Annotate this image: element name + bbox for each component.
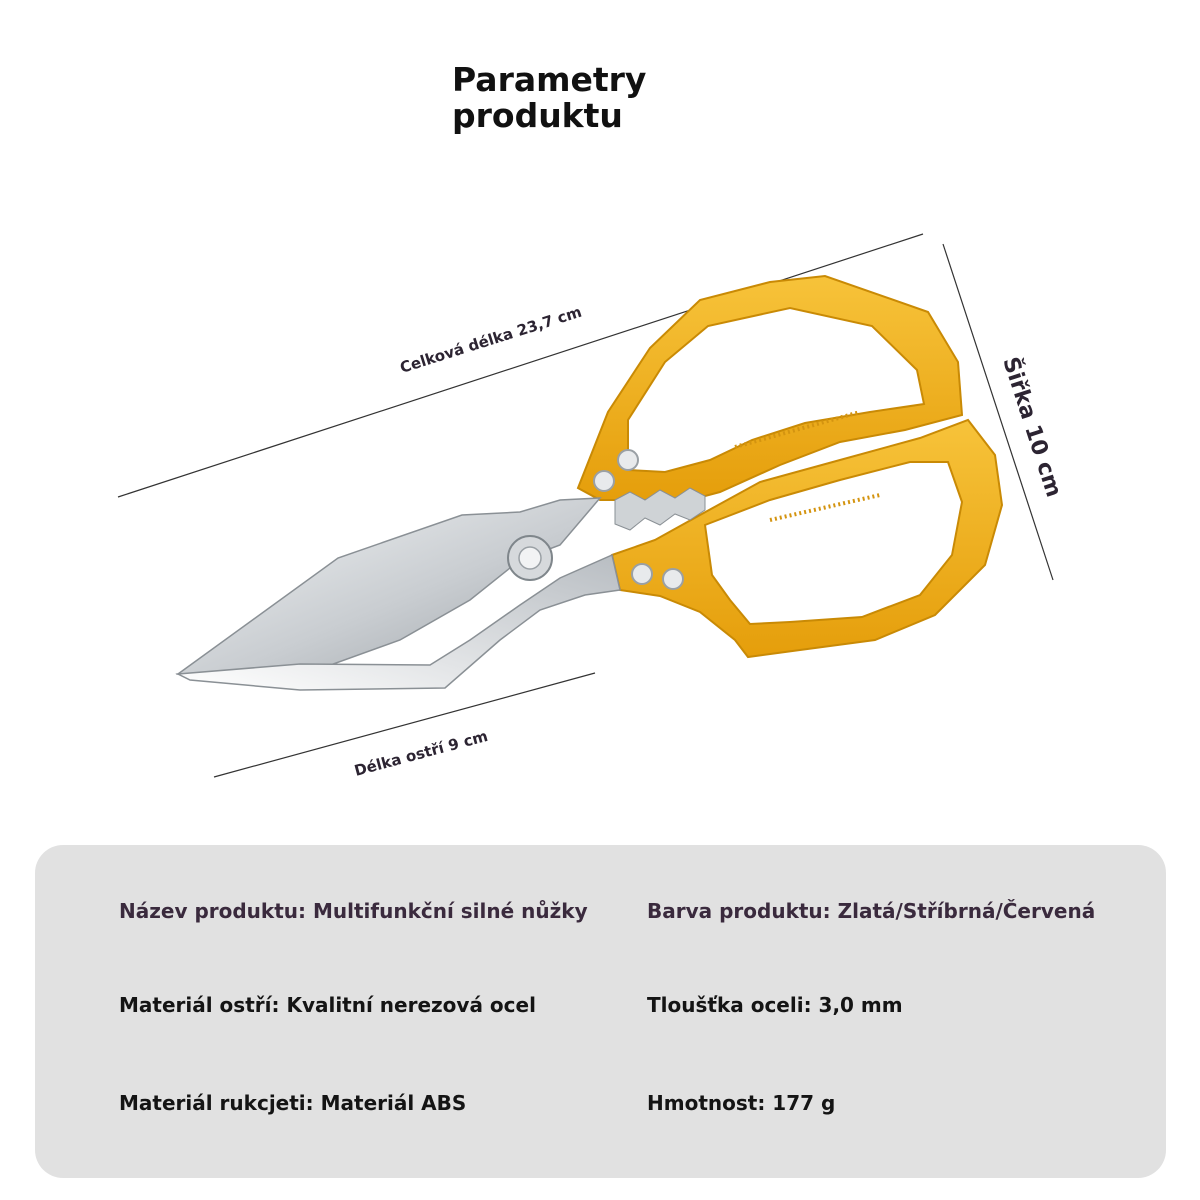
page-title: Parametry produktu — [452, 60, 647, 135]
rivet — [632, 564, 652, 584]
lower-grip-ridges — [770, 495, 880, 520]
spec-product-name: Název produktu: Multifunkční silné nůžky — [119, 899, 588, 923]
total-length-line — [118, 234, 923, 497]
blade-length-label: Délka ostří 9 cm — [352, 726, 490, 780]
total-length-label: Celková délka 23,7 cm — [397, 302, 584, 377]
spec-product-color: Barva produktu: Zlatá/Stříbrná/Červená — [647, 899, 1096, 923]
pivot-screw-center — [519, 547, 541, 569]
spec-blade-material: Materiál ostří: Kvalitní nerezová ocel — [119, 993, 536, 1017]
rivet — [663, 569, 683, 589]
width-label: Šiřka 10 cm — [997, 354, 1067, 501]
rivet — [618, 450, 638, 470]
rivet — [594, 471, 614, 491]
spec-panel — [35, 845, 1166, 1178]
spec-weight: Hmotnost: 177 g — [647, 1091, 836, 1115]
upper-blade — [178, 498, 600, 676]
spec-handle-material: Materiál rukcjeti: Materiál ABS — [119, 1091, 467, 1115]
spec-steel-thickness: Tloušťka oceli: 3,0 mm — [647, 993, 903, 1017]
